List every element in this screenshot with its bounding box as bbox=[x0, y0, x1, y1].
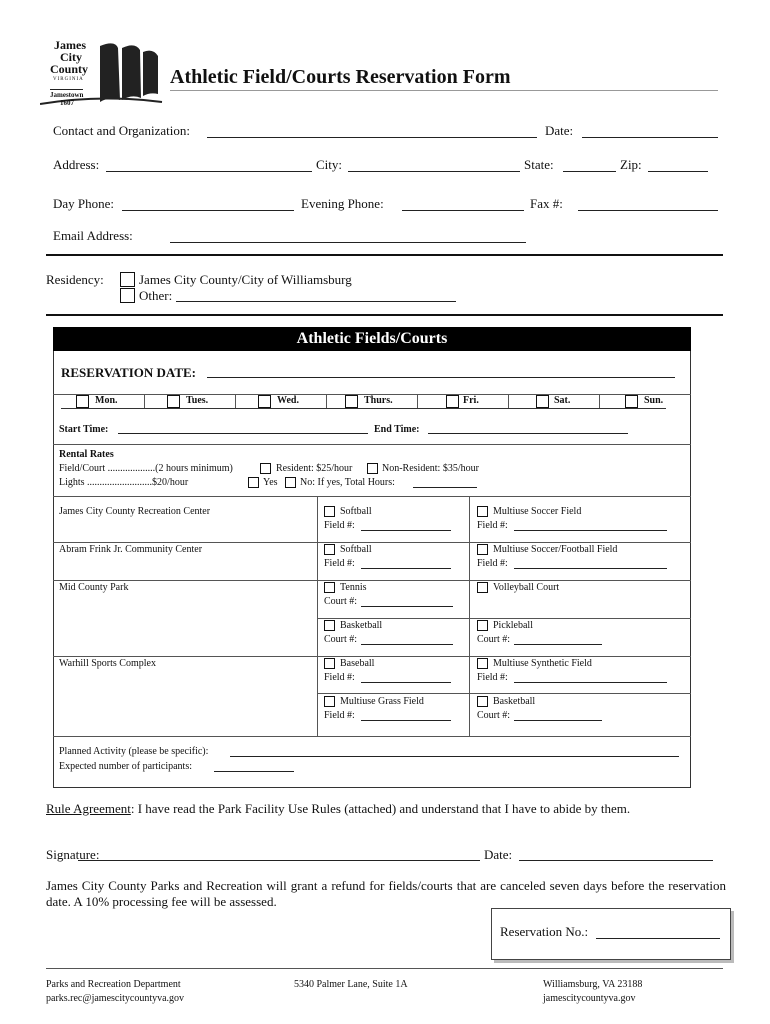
address-field[interactable] bbox=[106, 171, 312, 172]
footer-dept: Parks and Recreation Department bbox=[46, 979, 181, 990]
column-divider bbox=[469, 496, 470, 736]
state-label: State: bbox=[524, 157, 554, 172]
facility-name: Mid County Park bbox=[59, 582, 129, 593]
warhill-grass-checkbox[interactable] bbox=[324, 696, 335, 707]
mid-county-volleyball-checkbox[interactable] bbox=[477, 582, 488, 593]
mid-county-pickleball-checkbox[interactable] bbox=[477, 620, 488, 631]
footer-email[interactable]: parks.rec@jamescitycountyva.gov bbox=[46, 993, 185, 1004]
day-phone-field[interactable] bbox=[122, 210, 294, 211]
warhill-synthetic-checkbox[interactable] bbox=[477, 658, 488, 669]
divider bbox=[46, 314, 723, 316]
number-field[interactable] bbox=[361, 720, 451, 721]
option-label: Multiuse Synthetic Field bbox=[493, 658, 592, 669]
number-field[interactable] bbox=[514, 720, 602, 721]
residency-jcc-label: James City County/City of Williamsburg bbox=[139, 272, 352, 287]
option-label: Multiuse Grass Field bbox=[340, 696, 424, 707]
facility-name: Warhill Sports Complex bbox=[59, 658, 156, 669]
email-label: Email Address: bbox=[53, 228, 133, 243]
lights-yes-label: Yes bbox=[263, 477, 278, 488]
rule-agreement-label: Rule Agreement bbox=[46, 801, 131, 816]
option-label: Multiuse Soccer Field bbox=[493, 506, 582, 517]
day-divider bbox=[417, 394, 418, 408]
day-sun-checkbox[interactable] bbox=[625, 395, 638, 408]
days-row-line bbox=[61, 408, 666, 409]
end-time-field[interactable] bbox=[428, 433, 628, 434]
logo-text-jamestown: Jamestown bbox=[50, 91, 84, 99]
lights-rate: Lights ..........................$20/hour bbox=[59, 477, 189, 488]
section-title: Athletic Fields/Courts bbox=[296, 330, 448, 347]
row-line bbox=[53, 580, 691, 581]
warhill-baseball-checkbox[interactable] bbox=[324, 658, 335, 669]
participants-field[interactable] bbox=[214, 771, 294, 772]
start-time-field[interactable] bbox=[118, 433, 368, 434]
end-time-label: End Time: bbox=[374, 424, 420, 435]
day-wed-label: Wed. bbox=[277, 395, 299, 406]
facility-name: Abram Frink Jr. Community Center bbox=[59, 544, 203, 555]
nonresident-checkbox[interactable] bbox=[367, 463, 378, 474]
signature-field[interactable] bbox=[78, 860, 480, 861]
org-label: Contact and Organization: bbox=[53, 123, 190, 138]
number-label: Field #: bbox=[477, 672, 508, 683]
date-field[interactable] bbox=[582, 137, 718, 138]
signature-date-field[interactable] bbox=[519, 860, 713, 861]
rule-agreement-text: : I have read the Park Facility Use Rules (attached) and understand that I have to abide by them. bbox=[130, 801, 631, 816]
number-label: Court #: bbox=[477, 710, 511, 721]
address-label: Address: bbox=[53, 157, 100, 172]
number-field[interactable] bbox=[361, 530, 451, 531]
day-sat-label: Sat. bbox=[554, 395, 571, 406]
field-court-rate: Field/Court ...................(2 hours minimum) bbox=[59, 463, 233, 474]
org-field[interactable] bbox=[207, 137, 537, 138]
footer-address: 5340 Palmer Lane, Suite 1A bbox=[294, 979, 408, 990]
option-label: Pickleball bbox=[493, 620, 533, 631]
number-field[interactable] bbox=[361, 568, 451, 569]
evening-phone-label: Evening Phone: bbox=[301, 196, 384, 211]
day-thurs-label: Thurs. bbox=[364, 395, 393, 406]
logo-text-year: 1607 bbox=[60, 99, 74, 107]
city-label: City: bbox=[316, 157, 343, 172]
reservation-number-field[interactable] bbox=[596, 938, 720, 939]
page-title: Athletic Field/Courts Reservation Form bbox=[170, 66, 511, 88]
day-sun-label: Sun. bbox=[644, 395, 664, 406]
number-label: Field #: bbox=[477, 558, 508, 569]
city-field[interactable] bbox=[348, 171, 520, 172]
option-label: Baseball bbox=[340, 658, 375, 669]
divider bbox=[46, 254, 723, 256]
column-divider bbox=[317, 496, 318, 736]
number-label: Court #: bbox=[324, 596, 358, 607]
day-tues-label: Tues. bbox=[186, 395, 209, 406]
row-line bbox=[53, 496, 691, 497]
logo-text-county: County bbox=[50, 62, 89, 76]
refund-policy: James City County Parks and Recreation will grant a refund for fields/courts that are canceled seven days before the reservation date. A 10% processing fee will be assessed. bbox=[46, 878, 726, 909]
mid-county-basketball-checkbox[interactable] bbox=[324, 620, 335, 631]
row-line bbox=[53, 542, 691, 543]
reservation-date-label: RESERVATION DATE: bbox=[61, 365, 196, 380]
frink-softball-checkbox[interactable] bbox=[324, 544, 335, 555]
residency-other-checkbox[interactable] bbox=[120, 288, 135, 303]
number-field[interactable] bbox=[514, 644, 602, 645]
evening-phone-field[interactable] bbox=[402, 210, 524, 211]
day-fri-label: Fri. bbox=[463, 395, 479, 406]
number-field[interactable] bbox=[514, 568, 667, 569]
option-label: Volleyball Court bbox=[493, 582, 560, 593]
option-label: Basketball bbox=[493, 696, 536, 707]
footer-divider bbox=[46, 968, 723, 969]
reservation-number-box bbox=[491, 908, 731, 960]
number-field[interactable] bbox=[361, 682, 451, 683]
number-field[interactable] bbox=[361, 644, 453, 645]
rec-center-soccer-checkbox[interactable] bbox=[477, 506, 488, 517]
row-line bbox=[317, 693, 691, 694]
signature-date-label: Date: bbox=[484, 847, 513, 862]
day-fri-checkbox[interactable] bbox=[446, 395, 459, 408]
number-field[interactable] bbox=[514, 682, 667, 683]
number-field[interactable] bbox=[361, 606, 453, 607]
rule-agreement bbox=[46, 801, 630, 817]
option-label: Multiuse Soccer/Football Field bbox=[493, 544, 618, 555]
number-label: Field #: bbox=[324, 710, 355, 721]
day-divider bbox=[144, 394, 145, 408]
planned-activity-field[interactable] bbox=[230, 756, 679, 757]
row-line bbox=[317, 618, 691, 619]
day-mon-checkbox[interactable] bbox=[76, 395, 89, 408]
option-label: Basketball bbox=[340, 620, 383, 631]
resident-checkbox[interactable] bbox=[260, 463, 271, 474]
fax-field[interactable] bbox=[578, 210, 718, 211]
date-label: Date: bbox=[545, 123, 574, 138]
day-phone-label: Day Phone: bbox=[53, 196, 115, 211]
rental-rates-title: Rental Rates bbox=[59, 449, 114, 460]
day-sat-checkbox[interactable] bbox=[536, 395, 549, 408]
logo-text-virginia: VIRGINIA bbox=[53, 77, 84, 82]
frink-soccer-football-checkbox[interactable] bbox=[477, 544, 488, 555]
residency-other-label: Other: bbox=[139, 288, 173, 303]
number-label: Court #: bbox=[324, 634, 358, 645]
option-label: Softball bbox=[340, 506, 372, 517]
row-line bbox=[53, 444, 691, 445]
option-label: Softball bbox=[340, 544, 372, 555]
lights-yes-checkbox[interactable] bbox=[248, 477, 259, 488]
lights-no-checkbox[interactable] bbox=[285, 477, 296, 488]
start-time-label: Start Time: bbox=[59, 424, 109, 435]
footer-website[interactable]: jamescitycountyva.gov bbox=[543, 993, 636, 1004]
day-tues-checkbox[interactable] bbox=[167, 395, 180, 408]
resident-rate: Resident: $25/hour bbox=[276, 463, 353, 474]
day-divider bbox=[508, 394, 509, 408]
number-label: Court #: bbox=[477, 634, 511, 645]
residency-jcc-checkbox[interactable] bbox=[120, 272, 135, 287]
reservation-number-label: Reservation No.: bbox=[500, 924, 589, 939]
day-thurs-checkbox[interactable] bbox=[345, 395, 358, 408]
option-label: Tennis bbox=[340, 582, 367, 593]
residency-label: Residency: bbox=[46, 272, 104, 287]
participants-label: Expected number of participants: bbox=[59, 761, 193, 772]
county-logo bbox=[40, 38, 165, 110]
residency-other-field[interactable] bbox=[176, 301, 456, 302]
logo-text-city: City bbox=[60, 50, 82, 64]
fax-label: Fax #: bbox=[530, 196, 563, 211]
day-divider bbox=[326, 394, 327, 408]
day-wed-checkbox[interactable] bbox=[258, 395, 271, 408]
email-field[interactable] bbox=[170, 242, 526, 243]
number-label: Field #: bbox=[324, 520, 355, 531]
day-divider bbox=[599, 394, 600, 408]
day-divider bbox=[235, 394, 236, 408]
signature-label: Signature: bbox=[46, 847, 100, 862]
number-label: Field #: bbox=[324, 558, 355, 569]
planned-activity-label: Planned Activity (please be specific): bbox=[59, 746, 209, 757]
warhill-basketball-checkbox[interactable] bbox=[477, 696, 488, 707]
zip-label: Zip: bbox=[620, 157, 642, 172]
day-mon-label: Mon. bbox=[95, 395, 118, 406]
rec-center-softball-checkbox[interactable] bbox=[324, 506, 335, 517]
row-line bbox=[53, 656, 691, 657]
facility-name: James City County Recreation Center bbox=[59, 506, 211, 517]
number-field[interactable] bbox=[514, 530, 667, 531]
nonresident-rate: Non-Resident: $35/hour bbox=[382, 463, 479, 474]
state-field[interactable] bbox=[563, 171, 616, 172]
number-label: Field #: bbox=[324, 672, 355, 683]
reservation-date-field[interactable] bbox=[207, 377, 675, 378]
footer-city: Williamsburg, VA 23188 bbox=[543, 979, 643, 990]
number-label: Field #: bbox=[477, 520, 508, 531]
title-underline bbox=[170, 90, 718, 91]
mid-county-tennis-checkbox[interactable] bbox=[324, 582, 335, 593]
logo-text-james: James bbox=[54, 38, 86, 52]
lights-no-label: No: If yes, Total Hours: bbox=[300, 477, 395, 488]
total-hours-field[interactable] bbox=[413, 487, 477, 488]
zip-field[interactable] bbox=[648, 171, 708, 172]
row-line bbox=[53, 736, 691, 737]
